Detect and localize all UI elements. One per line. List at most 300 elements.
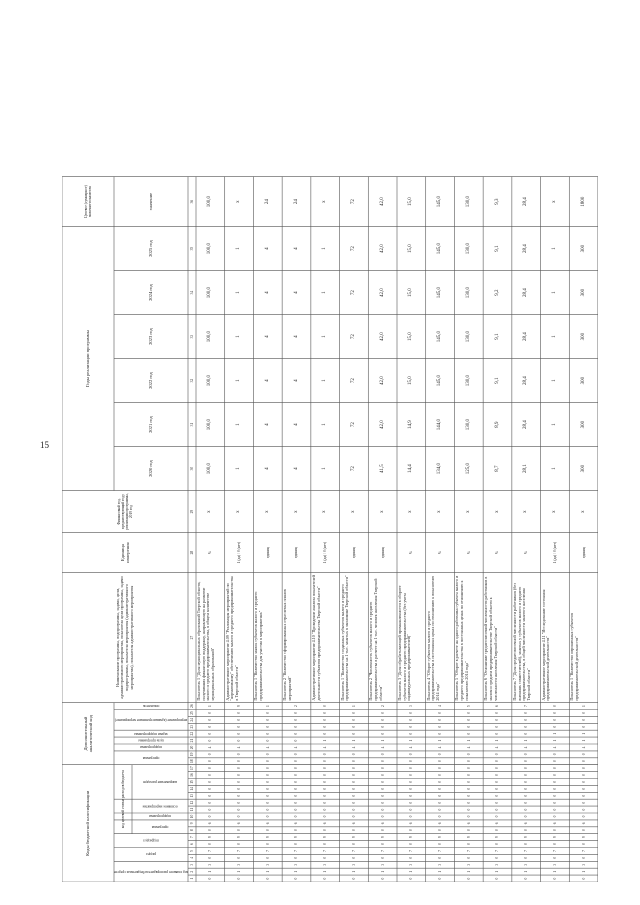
code-cell: 0 [581,856,586,859]
code-cell: 0 [524,856,529,859]
code-cell: 1 [552,870,557,873]
code-cell: 0 [552,781,557,783]
year-value-cell: 72 [351,246,357,252]
code-cell: 3 [466,863,471,866]
base-year-cell: х [379,510,385,513]
code-cell: 0 [581,801,586,804]
code-cell: 0 [265,808,270,811]
header-ac-program [114,751,188,765]
page-number: 15 [40,440,49,450]
code-cell: 0 [466,760,471,763]
unit-cell: 1 (да) / 0 (нет) [323,541,328,564]
unit-cell: единиц [265,547,270,559]
code-cell: 0 [437,877,442,880]
header-admin-text: код главного распорядителя бюджетных средств [114,869,188,874]
year-value-cell: 72 [351,334,357,340]
year-value-cell: 145,0 [437,374,443,387]
code-cell: 0 [409,781,414,783]
year-value-cell: 130,0 [465,418,471,431]
code-cell: 0 [294,877,299,880]
code-cell: 4 [524,746,529,749]
header-admin [114,861,188,882]
code-cell: 0 [437,801,442,804]
year-value-cell: 28,4 [523,332,529,341]
year-value-cell: 134,0 [437,462,443,475]
column-number: 10 [189,814,194,819]
code-cell: 3 [294,863,299,866]
code-cell: 1 [495,870,500,873]
code-cell: 0 [409,732,414,735]
final-value-cell: х [236,200,242,203]
code-cell: 2 [294,705,299,707]
code-cell: 0 [466,815,471,818]
code-cell: 0 [323,774,328,776]
year-value-cell: 100,0 [207,462,213,475]
code-cell: 0 [323,781,328,783]
unit-cell: % [409,551,414,555]
code-cell: 0 [524,843,529,845]
code-cell: 0 [265,856,270,859]
base-year-cell: х [236,510,242,513]
year-value-cell: 4 [293,467,299,470]
code-cell: 0 [466,732,471,735]
indicator-text: Административное мероприятие 4.11 "Исследование состояния предпринимательской деятельности" [540,589,551,701]
code-cell: 0 [409,787,414,790]
code-cell: 0 [323,718,328,721]
code-cell: 0 [437,787,442,790]
base-year-cell: х [494,510,500,513]
code-cell: 4 [552,746,557,749]
code-cell: 0 [236,774,241,776]
code-cell: 0 [351,787,356,790]
code-cell: 1 [495,739,500,742]
code-cell: 0 [524,732,529,735]
code-cell: 0 [265,767,270,770]
header-subsection-text: подраздел [143,838,159,843]
header-ac-indicator-text: показатель [142,704,160,709]
code-cell: 6 [581,822,586,825]
final-value-cell: 15,0 [408,197,414,206]
year-value-cell: 14,4 [408,464,414,473]
code-cell: 0 [495,732,500,735]
code-cell: 1 [466,739,471,742]
header-ac-goal [114,737,188,744]
column-number: 26 [189,704,194,708]
year-value-cell: 28,4 [523,288,529,297]
code-cell: 0 [351,794,356,797]
code-cell: 0 [581,774,586,776]
code-cell: 4 [323,746,328,749]
code-cell: 1 [351,739,356,742]
code-cell: 0 [552,774,557,776]
code-cell: 0 [208,718,213,721]
code-cell: 0 [409,712,414,714]
code-cell: 1 [437,870,442,873]
column-number: 18 [189,759,194,764]
year-value-cell: 28,1 [523,464,529,473]
code-cell: 1 [323,739,328,742]
code-cell: 0 [265,787,270,790]
indicator-text: Показатель 3 "Доля обрабатывающей промышленности в обороте субъектов малого и среднего предпринимательства (без учета индивидуальных предпринимателей)" [397,585,412,701]
code-cell: 9 [208,836,213,839]
code-cell: 0 [265,718,270,721]
year-value-cell: 1 [552,423,558,426]
code-cell: 0 [294,829,299,832]
code-cell: 0 [581,760,586,763]
column-number: 19 [189,752,194,757]
header-base-year: Финансовый год, предшествующий году реализации программы, 2019 год [116,493,134,530]
year-value-cell: 41,5 [379,464,385,473]
code-cell: 0 [524,718,529,721]
header-y2024: 2024 год [148,284,154,301]
code-cell: 0 [265,725,270,728]
header-final-sub: значение [148,192,154,211]
year-value-cell: 1 [236,247,242,250]
code-cell: 0 [380,732,385,735]
column-number: 15 [189,780,194,784]
year-value-cell: 130,0 [465,242,471,255]
code-cell: 1 [524,739,529,742]
code-cell: 7 [466,850,471,852]
year-value-cell: 1 [322,291,328,294]
code-cell: 6 [351,822,356,825]
code-cell: 1 [466,870,471,873]
code-cell: 0 [409,829,414,832]
column-number: 17 [189,766,194,770]
code-cell: 0 [208,753,213,756]
code-cell: 0 [236,877,241,880]
code-cell: 6 [380,822,385,825]
indicator-text: Показатель 7 "Доля среднесписочной численности работников (без внешних совместителей), занятых у субъектов малого и среднего предпринимательства, в общей численности занятого населения Тверской области" [511,583,531,701]
column-number: 1 [189,877,194,880]
header-main-event [132,799,188,813]
code-cell: 0 [495,767,500,770]
code-cell: 0 [581,808,586,811]
header-y2023: 2023 год [148,328,154,345]
code-cell: 0 [581,843,586,845]
code-cell: 7 [236,850,241,852]
code-cell: 0 [495,787,500,790]
final-value-cell: 130,0 [465,195,471,208]
year-value-cell: 72 [351,378,357,384]
base-year-cell: х [465,510,471,513]
code-cell: 7 [581,850,586,852]
unit-cell: единиц [581,547,586,559]
code-cell: 4 [208,746,213,749]
code-cell: 1 [323,870,328,873]
code-cell: 0 [552,718,557,721]
code-cell: 0 [524,753,529,756]
column-number: 14 [189,787,194,791]
code-cell: 0 [351,718,356,721]
year-value-cell: 125,0 [465,462,471,475]
header-ac-event [114,710,188,731]
year-value-cell: 1 [236,467,242,470]
code-cell: 0 [581,718,586,721]
code-cell: 0 [380,843,385,845]
code-cell: 0 [265,794,270,797]
year-value-cell: 42,0 [379,376,385,385]
code-cell: 9 [581,836,586,839]
code-cell: 7 [208,850,213,852]
year-value-cell: 145,0 [437,242,443,255]
code-cell: 7 [380,850,385,852]
code-cell: 0 [581,781,586,783]
code-cell: 4 [495,746,500,749]
year-value-cell: 28,4 [523,376,529,385]
column-number: 30 [189,466,194,471]
code-cell: 0 [351,801,356,804]
code-cell: 0 [294,732,299,735]
code-cell: 0 [236,725,241,728]
code-cell: 3 [495,863,500,866]
code-cell: 0 [208,843,213,845]
code-cell: 0 [294,760,299,763]
code-cell: 7 [409,850,414,852]
code-cell: 0 [524,815,529,818]
code-cell: 1 [581,705,586,707]
code-cell: 0 [437,753,442,756]
code-cell: 0 [208,739,213,742]
unit-cell: % [495,551,500,555]
header-final-value: Целевое (суммарное) значение показателя [83,185,92,218]
column-number: 16 [189,773,194,777]
year-value-cell: 1 [236,423,242,426]
code-cell: 0 [294,774,299,776]
year-value-cell: 1 [552,379,558,382]
code-cell: 0 [552,760,557,763]
year-value-cell: 9,1 [494,333,500,340]
code-cell: 0 [351,732,356,735]
header-budget-codes: Коды бюджетной классификации [85,790,91,856]
indicator-text: Показатель 1 "Количество созданных субъектов малого и среднего предпринимательства на 1 тыс. занятых в экономике Тверской области" [339,575,350,701]
code-cell: 0 [236,760,241,763]
year-value-cell: 1 [322,379,328,382]
header-section [114,848,188,862]
code-cell: 0 [581,815,586,818]
code-cell: 0 [236,815,241,818]
code-cell: 6 [208,822,213,825]
code-cell: 3 [208,863,213,866]
header-ac-task-text: задачи подпрограммы [134,731,168,736]
code-cell: 0 [351,843,356,845]
code-cell: 0 [323,760,328,763]
code-cell: 0 [380,794,385,797]
code-cell: 9 [552,836,557,839]
code-cell: 0 [524,829,529,832]
header-target-article: код целевой статьи расходов бюджета [120,770,125,829]
code-cell: 0 [466,712,471,714]
code-cell: 0 [294,739,299,742]
code-cell: 1 [265,705,270,707]
code-cell: 4 [351,746,356,749]
code-cell: 0 [524,725,529,728]
code-cell: 0 [495,815,500,818]
code-cell: 0 [581,787,586,790]
code-cell: 0 [524,774,529,776]
code-cell: 0 [323,712,328,714]
final-value-cell: 1800 [580,196,586,207]
code-cell: 7 [524,705,529,707]
code-cell: 0 [409,718,414,721]
code-cell: 0 [380,753,385,756]
code-cell: 1 [524,870,529,873]
code-cell: 0 [552,877,557,880]
code-cell: 0 [581,767,586,770]
code-cell: 0 [208,725,213,728]
code-cell: 0 [351,753,356,756]
header-subsection [114,834,188,848]
code-cell: 1 [409,739,414,742]
code-cell: 0 [380,877,385,880]
code-cell: 0 [380,781,385,783]
code-cell: 9 [294,836,299,839]
column-number: 27 [189,635,194,640]
code-cell: 7 [351,850,356,852]
code-cell: 0 [466,877,471,880]
code-cell: 0 [236,767,241,770]
code-cell: 0 [208,877,213,880]
year-value-cell: 1 [322,423,328,426]
code-cell: 0 [495,877,500,880]
code-cell: 7 [294,850,299,852]
code-cell: 1 [265,870,270,873]
code-cell: 5 [466,705,471,707]
code-cell: 0 [466,753,471,756]
year-value-cell: 1 [236,291,242,294]
unit-cell: единиц [380,547,385,559]
code-cell: 1 [380,870,385,873]
code-cell: 0 [351,856,356,859]
code-cell: 0 [265,753,270,756]
code-cell: 0 [495,753,500,756]
final-value-cell: 72 [351,199,357,205]
column-number: 24 [189,718,194,722]
code-cell: 0 [208,829,213,832]
code-cell: 0 [323,794,328,797]
year-value-cell: 1 [236,379,242,382]
year-value-cell: 4 [293,335,299,338]
code-cell: 0 [294,725,299,728]
code-cell: 0 [380,801,385,804]
code-cell: 0 [466,781,471,783]
code-cell: 0 [265,843,270,845]
code-cell: 0 [495,808,500,811]
year-value-cell: 1 [552,467,558,470]
year-value-cell: 1 [322,467,328,470]
code-cell: 6 [466,822,471,825]
header-direction [132,765,188,800]
base-year-cell: х [552,510,558,513]
code-cell: 0 [323,753,328,756]
year-value-cell: 300 [580,288,586,297]
code-cell: 0 [466,808,471,811]
code-cell: 0 [294,815,299,818]
code-cell: 0 [495,774,500,776]
code-cell: 0 [380,829,385,832]
code-cell: 0 [552,705,557,707]
code-cell: 0 [208,801,213,804]
year-value-cell: 14,9 [408,420,414,429]
year-value-cell: 72 [351,422,357,428]
code-cell: 0 [236,787,241,790]
code-cell: 0 [466,718,471,721]
header-main-event-text: основное мероприятие [142,804,178,809]
year-value-cell: 145,0 [437,286,443,299]
code-cell: 0 [409,760,414,763]
code-cell: 0 [294,718,299,721]
header-subprogram [132,813,188,820]
code-cell: 0 [265,739,270,742]
base-year-cell: х [264,510,270,513]
indicator-text: Показатель 4 "Оборот субъектов малого и среднего предпринимательства в постоянных ценах по отношению к показателю 2014 года" [425,575,441,701]
year-value-cell: 130,0 [465,374,471,387]
code-cell: 0 [495,829,500,832]
unit-cell: % [466,551,471,555]
code-cell: 0 [552,712,557,714]
code-cell: 6 [495,705,500,707]
code-cell: 0 [380,712,385,714]
code-cell: 2 [380,705,385,707]
year-value-cell: 4 [293,379,299,382]
code-cell: 0 [437,774,442,776]
code-cell: 4 [294,746,299,749]
base-year-cell: х [293,510,299,513]
code-cell: 0 [351,760,356,763]
code-cell: 6 [409,822,414,825]
code-cell: 0 [236,829,241,832]
unit-cell: единиц [351,547,356,559]
code-cell: 9 [351,836,356,839]
code-cell: 6 [552,822,557,825]
code-cell: 0 [236,712,241,714]
code-cell: 3 [437,863,442,866]
column-number: 12 [189,800,194,805]
code-cell: 1 [552,739,557,742]
code-cell: 0 [495,856,500,859]
code-cell: 0 [323,725,328,728]
final-value-cell: х [322,200,328,203]
column-number: 22 [189,731,194,736]
column-number: 23 [189,724,194,729]
code-cell: 0 [265,801,270,804]
code-cell: 0 [208,787,213,790]
year-value-cell: 15,0 [408,332,414,341]
code-cell: 0 [524,787,529,790]
final-value-cell: 9,3 [494,198,500,205]
code-cell: 0 [323,808,328,811]
code-cell: 1 [581,732,586,735]
code-cell: 7 [495,850,500,852]
year-value-cell: 1 [552,291,558,294]
column-number: 20 [189,745,194,750]
column-number: 5 [189,850,194,852]
code-cell: 0 [437,767,442,770]
code-cell: 6 [524,822,529,825]
code-cell: 0 [294,794,299,797]
indicator-text: Показатель 1 "Доля муниципальных образований Тверской области, получивших финансовую поддержку, направленную на развитие малого и среднего предпринимательства, в общем количестве муниципальных образований" [196,581,216,701]
code-cell: 0 [495,843,500,845]
column-number: 4 [189,856,194,859]
code-cell: 1 [581,739,586,742]
code-cell: 0 [437,760,442,763]
code-cell: 0 [380,808,385,811]
header-ac-event-text: мероприятие (административное мероприятие) [114,717,188,722]
header-y2020: 2020 год [148,460,154,477]
code-cell: 6 [437,822,442,825]
final-value-cell: х [552,200,558,203]
code-cell: 0 [380,767,385,770]
